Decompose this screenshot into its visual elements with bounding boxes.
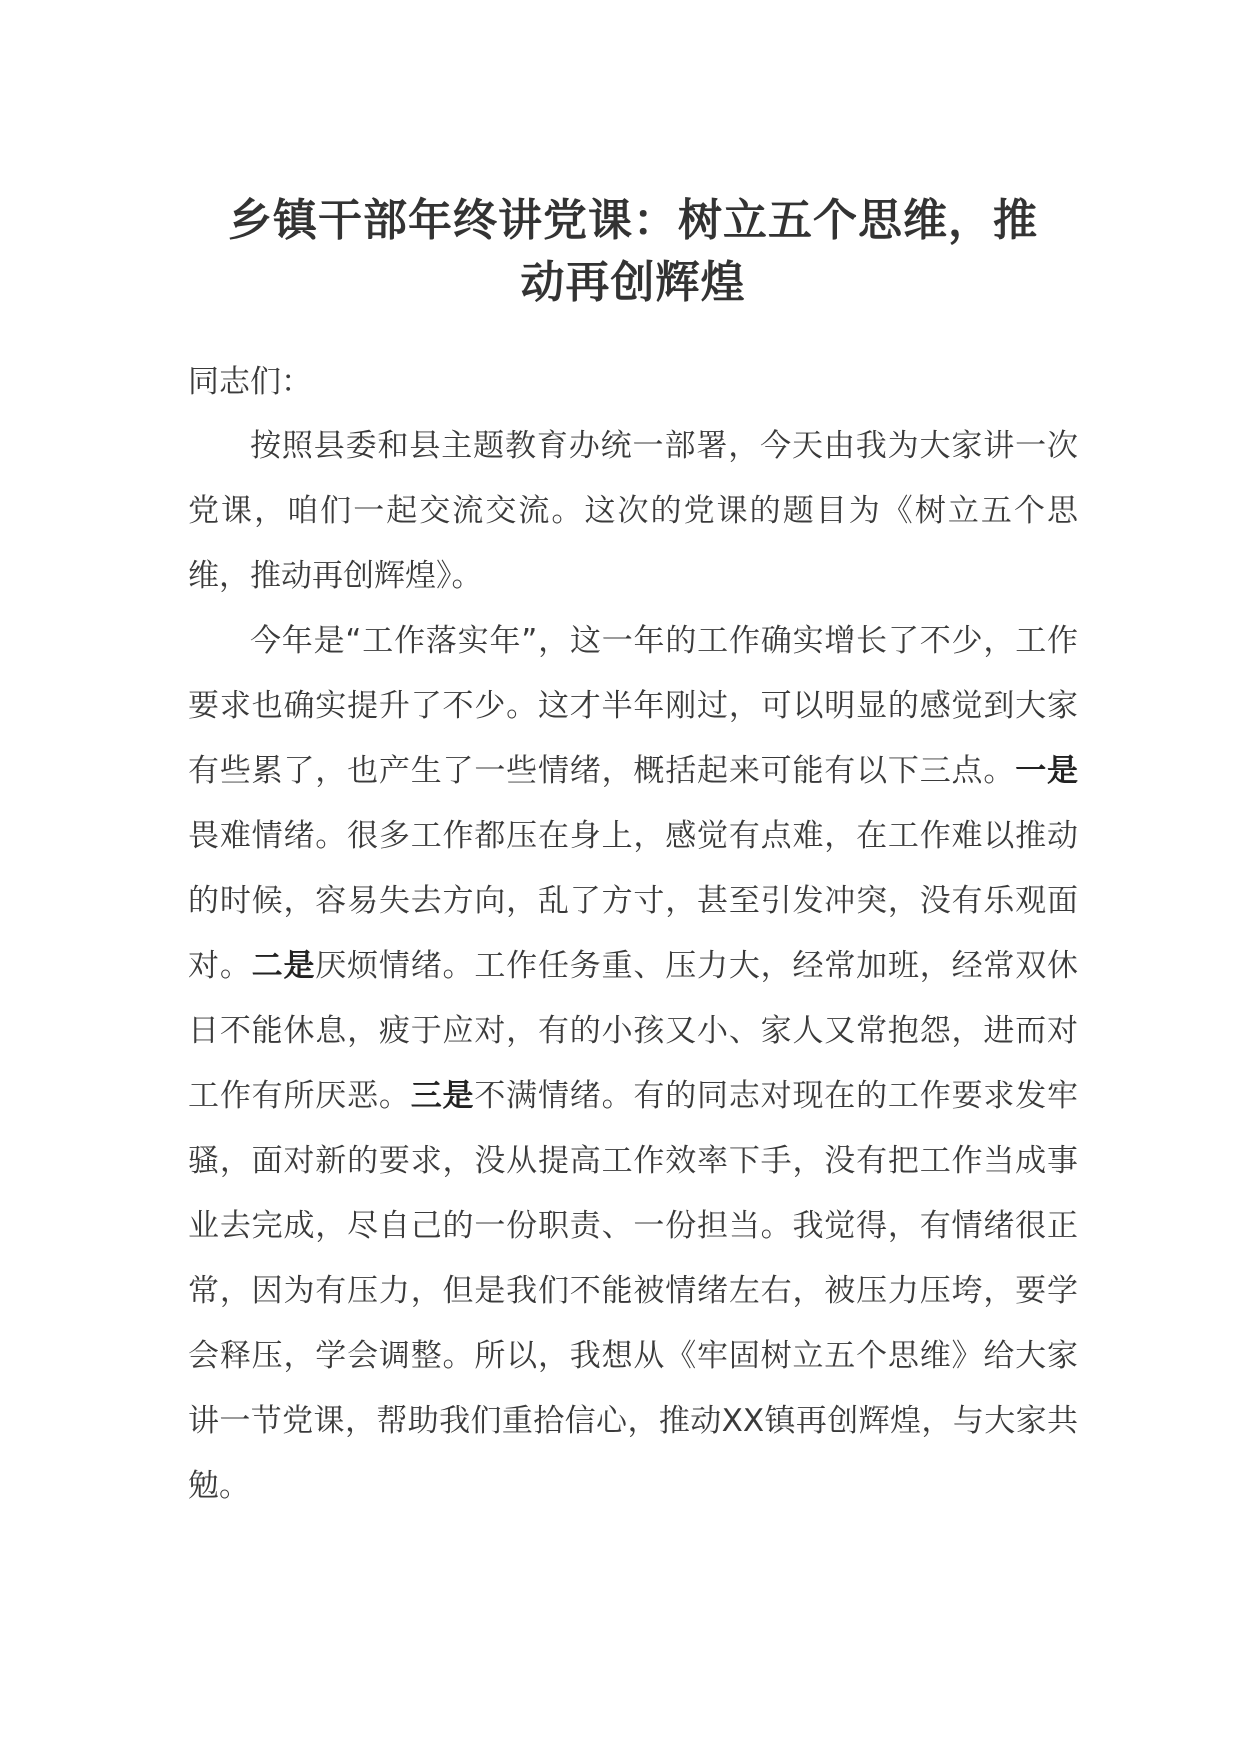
document-page (188, 190, 1078, 1519)
point-1-text: 畏难情绪。很多工作都压在身上，感觉有点难，在工作难以推动的时候，容易失去方向，乱了方寸，甚至引发冲突，没有乐观面对。 (188, 818, 1078, 984)
paragraph-1: 按照县委和县主题教育办统一部署，今天由我为大家讲一次党课，咱们一起交流交流。这次的党课的题目为《树立五个思维，推动再创辉煌》。 (188, 428, 1078, 594)
paragraph-2 (188, 609, 1078, 1519)
document-title (188, 190, 1078, 314)
point-2-label: 二是 (251, 948, 316, 984)
title-line-1: 乡镇干部年终讲党课：树立五个思维，推 (228, 195, 1038, 246)
point-1-label: 一是 (1015, 753, 1079, 789)
salutation: 同志们： (188, 364, 312, 400)
point-3-text: 不满情绪。有的同志对现在的工作要求发牢骚，面对新的要求，没从提高工作效率下手，没有把工作当成事业去完成，尽自己的一份职责、一份担当。我觉得，有情绪很正常，因为有压力，但是我们不能被情绪左右，被压力压垮，要学会释压，学会调整。所以，我想从《牢固树立五个思维》给大家讲一节党课，帮助我们重拾信心，推动XX镇再创辉煌，与大家共勉。 (188, 1078, 1079, 1504)
title-line-2: 动再创辉煌 (520, 257, 746, 308)
point-2-text: 厌烦情绪。工作任务重、压力大，经常加班，经常双休日不能休息，疲于应对，有的小孩又小、家人又常抱怨，进而对工作有所厌恶。 (188, 948, 1079, 1114)
paragraph-2-intro: 今年是“工作落实年”，这一年的工作确实增长了不少，工作要求也确实提升了不少。这才半年刚过，可以明显的感觉到大家有些累了，也产生了一些情绪，概括起来可能有以下三点。 (188, 623, 1078, 789)
point-3-label: 三是 (410, 1078, 475, 1114)
